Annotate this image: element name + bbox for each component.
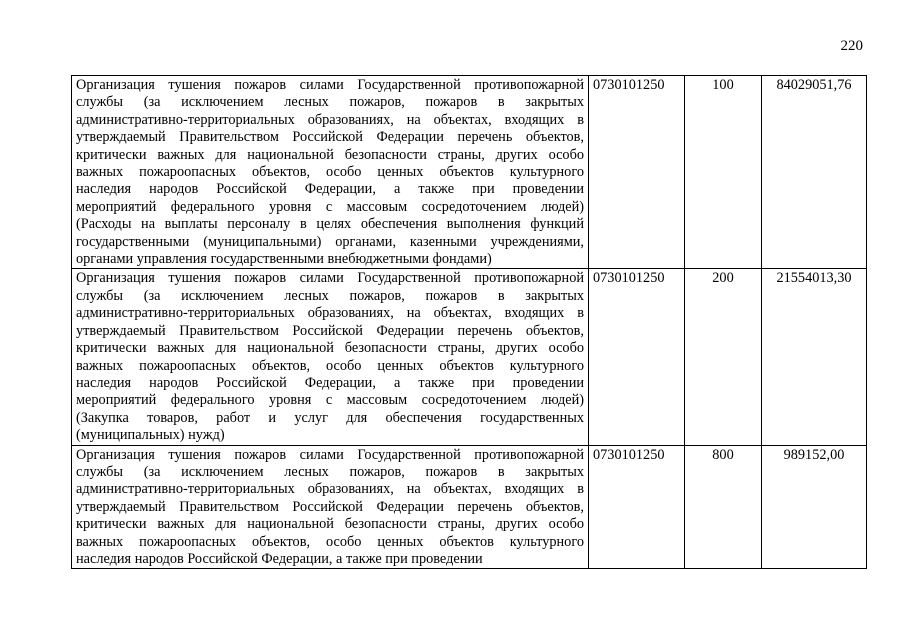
expense-description	[72, 445, 589, 569]
expense-type-code: 100	[685, 76, 762, 269]
description-line: административно-территориальных образованиях, на объектах, входящих в	[76, 305, 584, 322]
description-line: утверждаемый Правительством Российской Федерации перечень объектов,	[76, 322, 584, 339]
description-line: наследия народов Российской Федерации, а также при проведении	[76, 550, 483, 567]
description-line: Организация тушения пожаров силами Государственной противопожарной	[76, 270, 584, 287]
description-line: Организация тушения пожаров силами Государственной противопожарной	[76, 77, 584, 93]
page-number: 220	[840, 38, 863, 54]
amount: 84029051,76	[762, 76, 867, 269]
description-line: критически важных для национальной безопасности страны, других особо	[76, 146, 584, 163]
amount: 21554013,30	[762, 269, 867, 445]
budget-table	[71, 75, 867, 569]
expense-description	[72, 269, 589, 445]
description-line: службы (за исключением лесных пожаров, пожаров в закрытых	[76, 463, 584, 480]
description-line: утверждаемый Правительством Российской Федерации перечень объектов,	[76, 129, 584, 146]
description-line: критически важных для национальной безопасности страны, других особо	[76, 516, 584, 533]
description-line: государственными (муниципальными) органами, казенными учреждениями,	[76, 233, 584, 250]
expense-description	[72, 76, 589, 269]
description-line: мероприятий федерального уровня с массовым сосредоточением людей)	[76, 198, 584, 215]
description-line: важных пожароопасных объектов, особо ценных объектов культурного	[76, 533, 584, 550]
expense-type-code: 800	[685, 445, 762, 569]
description-line: наследия народов Российской Федерации, а также при проведении	[76, 374, 584, 391]
description-line: административно-территориальных образованиях, на объектах, входящих в	[76, 481, 584, 498]
target-article-code: 0730101250	[589, 76, 685, 269]
target-article-code: 0730101250	[589, 269, 685, 445]
description-line: Организация тушения пожаров силами Государственной противопожарной	[76, 446, 584, 463]
amount: 989152,00	[762, 445, 867, 569]
description-line: (Расходы на выплаты персоналу в целях обеспечения выполнения функций	[76, 216, 584, 233]
target-article-code: 0730101250	[589, 445, 685, 569]
expense-type-code: 200	[685, 269, 762, 445]
description-line: службы (за исключением лесных пожаров, пожаров в закрытых	[76, 94, 584, 111]
description-line: (Закупка товаров, работ и услуг для обеспечения государственных	[76, 409, 584, 426]
table-row	[72, 76, 867, 269]
table-row	[72, 445, 867, 569]
description-line: органами управления государственными внебюджетными фондами)	[76, 251, 492, 268]
description-line: службы (за исключением лесных пожаров, пожаров в закрытых	[76, 287, 584, 304]
description-line: утверждаемый Правительством Российской Федерации перечень объектов,	[76, 498, 584, 515]
description-line: наследия народов Российской Федерации, а также при проведении	[76, 181, 584, 198]
description-line: критически важных для национальной безопасности страны, других особо	[76, 340, 584, 357]
description-line: важных пожароопасных объектов, особо ценных объектов культурного	[76, 357, 584, 374]
budget-table-body	[72, 76, 867, 569]
description-line: (муниципальных) нужд)	[76, 427, 225, 444]
description-line: административно-территориальных образованиях, на объектах, входящих в	[76, 111, 584, 128]
description-line: мероприятий федерального уровня с массовым сосредоточением людей)	[76, 392, 584, 409]
description-line: важных пожароопасных объектов, особо ценных объектов культурного	[76, 164, 584, 181]
table-row	[72, 269, 867, 445]
